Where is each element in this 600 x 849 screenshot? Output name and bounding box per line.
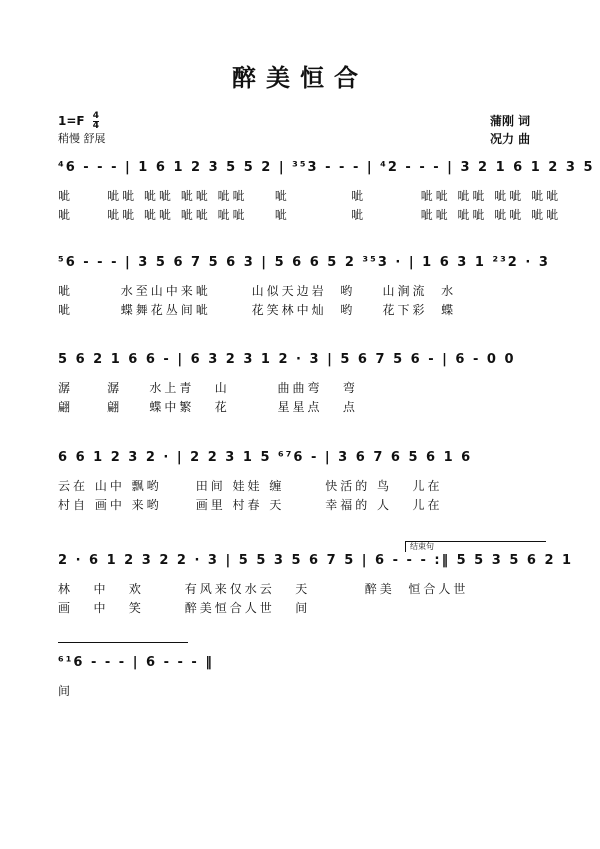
notes-line: ⁶¹6 - - - | 6 - - - ‖: [58, 655, 214, 670]
lyric-verse-1: 林 中 欢 有风来仅水云 天 醉美 恒合人世: [58, 582, 469, 596]
music-system-1: [58, 160, 595, 240]
notes-line: ⁴6 - - - | 1 6 1 2 3 5 5 2 | ³⁵3 - - - | ⁴2 - - - | 3 2 1 6 1 2 3 5: [58, 160, 595, 175]
lyric-verse-1: 呲 水至山中来呲 山似天边岩 哟 山涧流 水: [58, 284, 457, 298]
lyric-verse-1: 潺 潺 水上青 山 曲曲弯 弯: [58, 381, 358, 395]
ending-section-label: 结束句: [410, 542, 434, 551]
tempo-marking: 稍慢 舒展: [58, 132, 106, 145]
lyric-verse-2: 翩 翩 蝶中繁 花 星星点 点: [58, 400, 358, 414]
lyric-verse-2: 呲 呲呲 呲呲 呲呲 呲呲 呲 呲 呲呲 呲呲 呲呲 呲呲: [58, 208, 562, 222]
lyric-verse-2: 画 中 笑 醉美恒合人世 间: [58, 601, 311, 615]
lyric-verse-1: 呲 呲呲 呲呲 呲呲 呲呲 呲 呲 呲呲 呲呲 呲呲 呲呲: [58, 189, 562, 203]
notes-line: 5 6 2 1 6 6 - | 6 3 2 3 1 2 · 3 | 5 6 7 5 6 - | 6 - 0 0: [58, 352, 516, 367]
lyric-verse-1: 云在 山中 飘哟 田间 娃娃 缠 快活的 鸟 儿在: [58, 479, 443, 493]
music-system-5: [58, 553, 574, 633]
lyric-verse-2: 呲 蝶舞花丛间呲 花笑林中灿 哟 花下彩 蝶: [58, 303, 457, 317]
notes-line: 2 · 6 1 2 3 2 2 · 3 | 5 5 3 5 6 7 5 | 6 - - - :‖ 5 5 3 5 6 2 1: [58, 553, 574, 568]
composer-credit: 况力 曲: [490, 132, 531, 146]
music-system-3: [58, 352, 546, 432]
lyricist-credit: 蒲刚 词: [490, 114, 531, 128]
key-signature: [58, 112, 99, 131]
music-system-4: [58, 450, 546, 530]
final-ending-bracket: [58, 642, 188, 653]
music-system-2: [58, 255, 550, 335]
time-sig-top: 4: [92, 111, 100, 121]
notes-line: 6 6 1 2 3 2 · | 2 2 3 1 5 ⁶⁷6 - | 3 6 7 6 5 6 1 6: [58, 450, 473, 465]
time-signature: [93, 112, 99, 131]
lyric-verse-2: 村自 画中 来哟 画里 村春 天 幸福的 人 儿在: [58, 498, 443, 512]
lyric-verse-1: 间: [58, 684, 74, 698]
notes-line: ⁵6 - - - | 3 5 6 7 5 6 3 | 5 6 6 5 2 ³⁵3 · | 1 6 3 1 ²³2 · 3: [58, 255, 550, 270]
key-label: 1=F: [58, 114, 85, 128]
time-sig-bottom: 4: [92, 121, 100, 131]
song-title: 醉美恒合: [232, 64, 368, 92]
music-system-6: [58, 655, 258, 735]
